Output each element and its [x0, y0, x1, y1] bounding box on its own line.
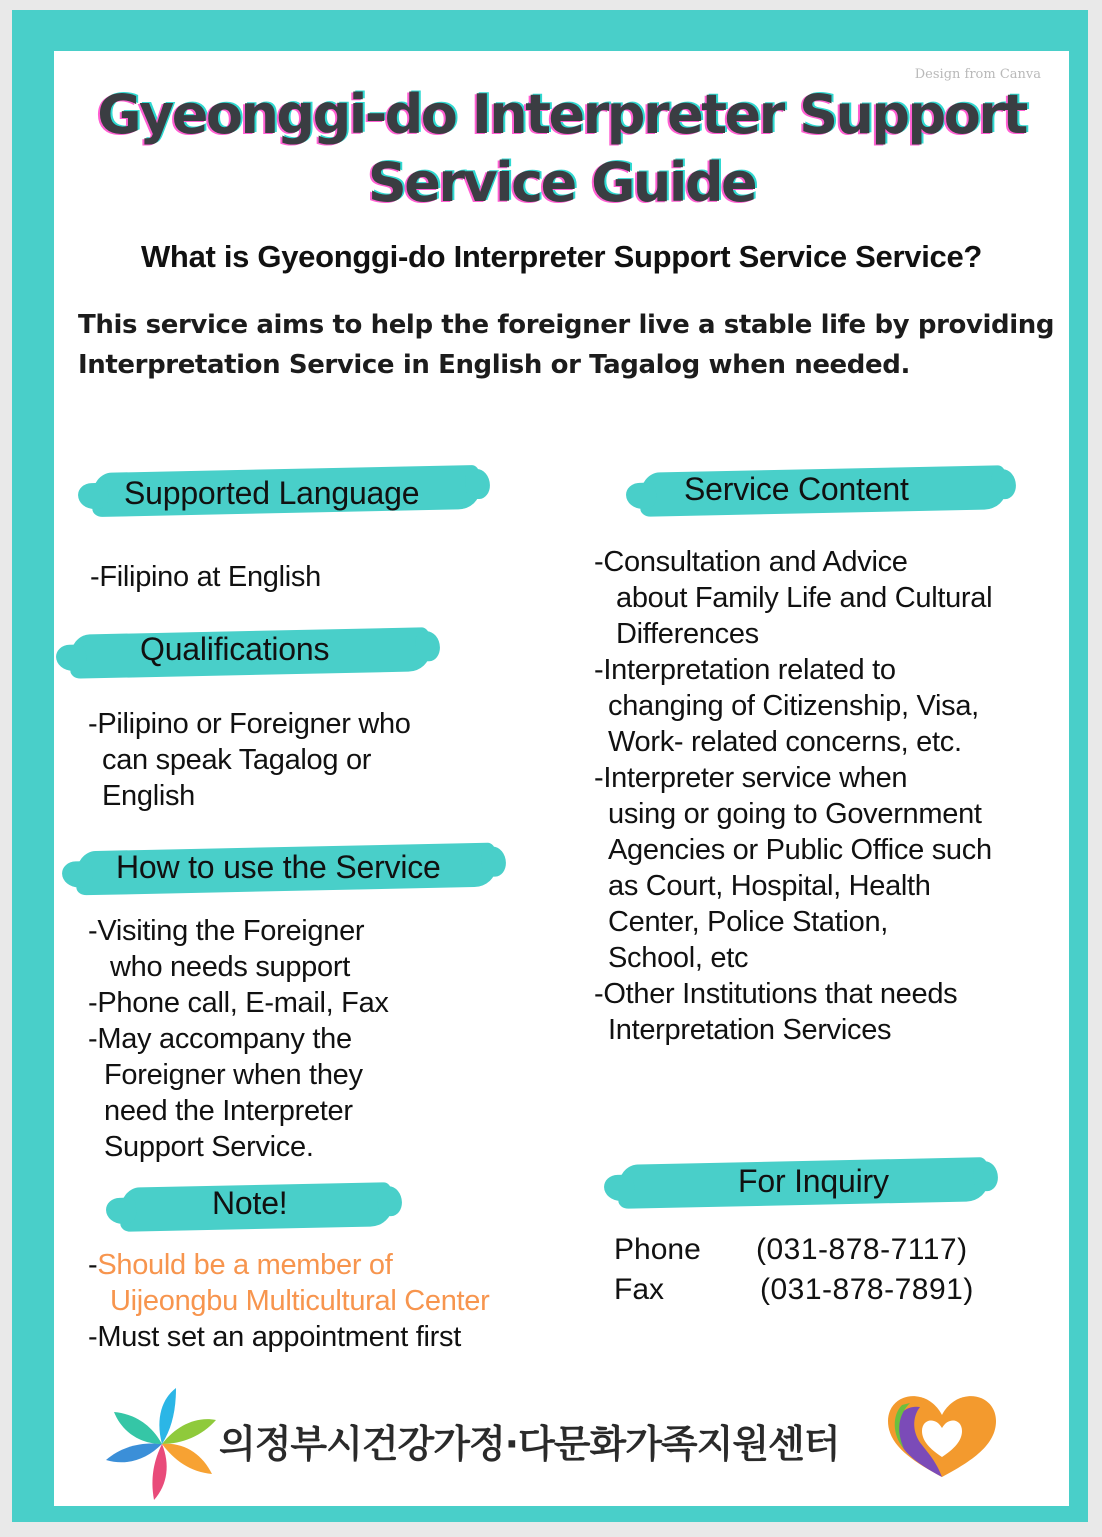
intro-line-2: Interpretation Service in English or Tagalog when needed. [78, 350, 910, 380]
supported-language-heading: Supported Language [124, 475, 420, 511]
list-item: need the Interpreter [104, 1095, 353, 1127]
phone-number: (031-878-7117) [756, 1233, 968, 1266]
service-content-heading: Service Content [684, 471, 909, 507]
list-item: -Interpreter service when [594, 762, 908, 794]
fax-label: Fax [614, 1273, 665, 1306]
list-dash: - [88, 1249, 98, 1281]
list-item: can speak Tagalog or [102, 744, 372, 776]
list-item: changing of Citizenship, Visa, [608, 690, 979, 722]
pinwheel-logo-icon [102, 1384, 222, 1504]
list-item: Agencies or Public Office such [608, 834, 992, 866]
service-content-list [594, 544, 992, 1048]
list-item: -Interpretation related to [594, 654, 896, 686]
title-line-1: Gyeonggi-do Interpreter Support [97, 83, 1026, 146]
list-item: Interpretation Services [608, 1014, 892, 1046]
list-item: using or going to Government [608, 798, 982, 830]
heart-logo-icon [882, 1391, 1002, 1483]
membership-requirement: Should be a member of [97, 1249, 393, 1281]
note-list [88, 1247, 489, 1355]
membership-requirement-cont: Uijeongbu Multicultural Center [110, 1285, 490, 1317]
list-item: as Court, Hospital, Health [608, 870, 931, 902]
list-item: Center, Police Station, [608, 906, 889, 938]
inquiry-heading: For Inquiry [738, 1163, 889, 1199]
how-to-use-heading: How to use the Service [116, 849, 441, 885]
list-item: School, etc [608, 942, 749, 974]
qualifications-heading: Qualifications [140, 631, 330, 667]
list-item: -Filipino at English [90, 561, 321, 593]
phone-label: Phone [614, 1233, 701, 1266]
intro-paragraph [78, 305, 1058, 385]
fax-number: (031-878-7891) [760, 1273, 974, 1306]
note-heading: Note! [212, 1185, 288, 1221]
list-item: Work- related concerns, etc. [608, 726, 962, 758]
list-item: who needs support [110, 951, 350, 983]
list-item: -Consultation and Advice [594, 546, 908, 578]
list-item: -Visiting the Foreigner [88, 915, 365, 947]
guide-page [54, 51, 1069, 1506]
design-credit: Design from Canva [914, 67, 1041, 82]
list-item: about Family Life and Cultural [616, 582, 993, 614]
list-item [88, 1247, 489, 1283]
center-name: 의정부시건강가정·다문화가족지원센터 [219, 1422, 840, 1466]
list-item: -Must set an appointment first [88, 1321, 461, 1353]
supported-language-list [90, 559, 321, 595]
list-item: -Other Institutions that needs [594, 978, 958, 1010]
intro-line-1: This service aims to help the foreigner live a stable life by providing [78, 310, 1055, 340]
list-item: -Phone call, E-mail, Fax [88, 987, 389, 1019]
how-to-use-list [88, 913, 389, 1165]
list-item: Support Service. [104, 1131, 314, 1163]
page-title [54, 81, 1069, 217]
list-item: -Pilipino or Foreigner who [88, 708, 411, 740]
list-item: English [102, 780, 196, 812]
list-item: -May accompany the [88, 1023, 352, 1055]
subtitle: What is Gyeonggi-do Interpreter Support Service Service? [140, 239, 983, 274]
page-border [12, 10, 1088, 1522]
qualifications-list [88, 706, 411, 814]
list-item: Foreigner when they [104, 1059, 363, 1091]
title-line-2: Service Guide [367, 151, 756, 214]
list-item: Differences [616, 618, 759, 650]
